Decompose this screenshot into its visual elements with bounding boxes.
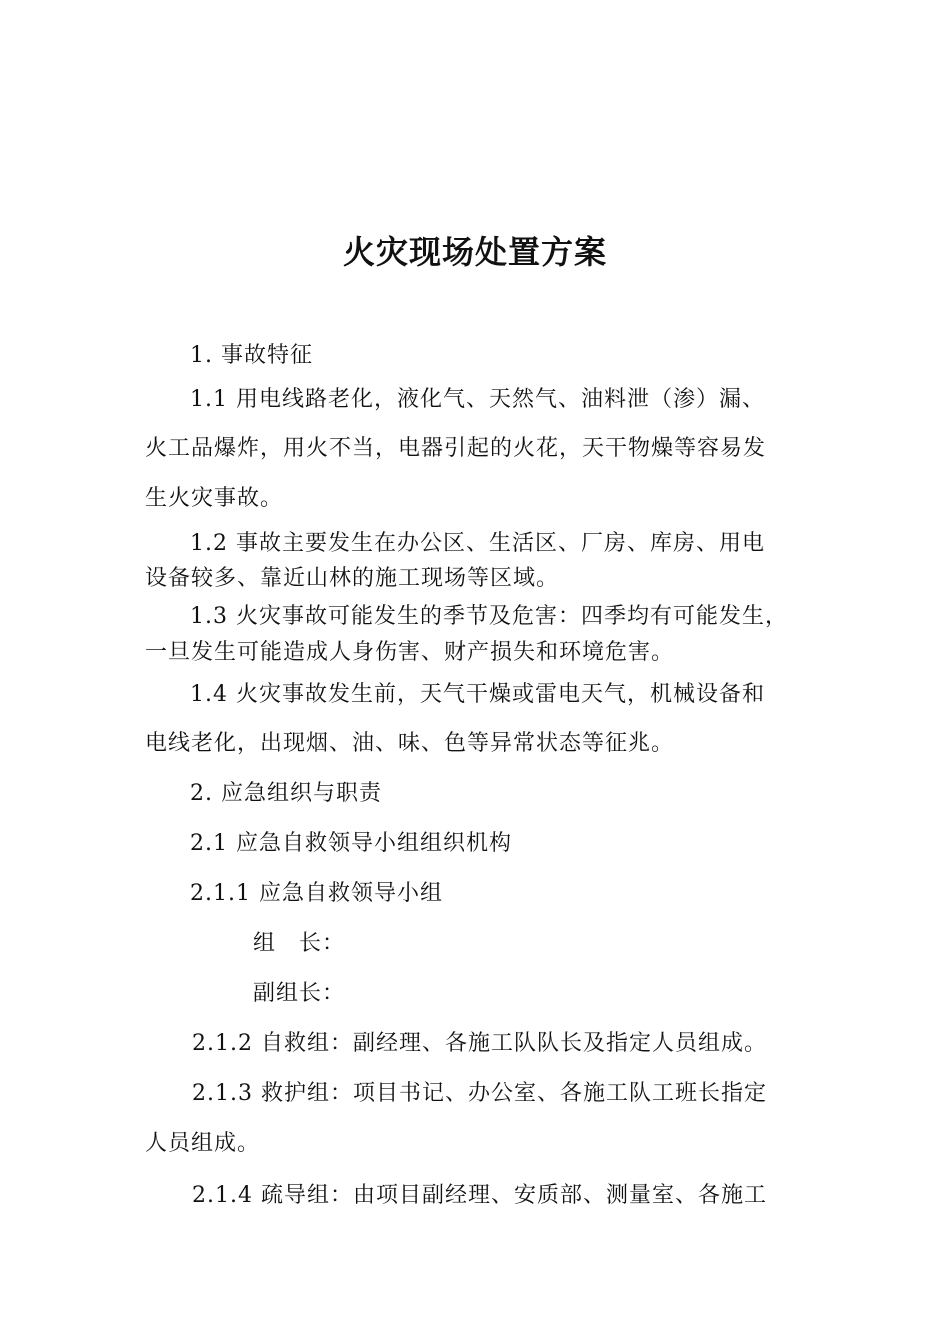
paragraph-line: 火工品爆炸，用火不当，电器引起的火花，天干物燥等容易发 — [145, 436, 767, 461]
paragraph-line: 电线老化，出现烟、油、味、色等异常状态等征兆。 — [145, 731, 675, 756]
deputy-leader-label: 副组长： — [253, 981, 346, 1006]
document-title: 火灾现场处置方案 — [342, 233, 607, 271]
paragraph-line: 1.2 事故主要发生在办公区、生活区、厂房、库房、用电 — [190, 531, 765, 556]
paragraph-line: 1.4 火灾事故发生前，天气干燥或雷电天气，机械设备和 — [190, 682, 765, 707]
paragraph-line: 一旦发生可能造成人身伤害、财产损失和环境危害。 — [145, 640, 675, 665]
section-2-1-heading: 2.1 应急自救领导小组组织机构 — [190, 831, 512, 856]
section-1-heading: 1. 事故特征 — [190, 343, 313, 368]
section-2-1-1-heading: 2.1.1 应急自救领导小组 — [190, 881, 443, 906]
paragraph-line: 设备较多、靠近山林的施工现场等区域。 — [145, 566, 560, 591]
paragraph-line: 生火灾事故。 — [145, 486, 284, 511]
paragraph-line: 1.3 火灾事故可能发生的季节及危害：四季均有可能发生， — [190, 604, 788, 629]
paragraph-line: 人员组成。 — [145, 1131, 261, 1156]
paragraph-line: 2.1.4 疏导组：由项目副经理、安质部、测量室、各施工 — [192, 1183, 767, 1208]
paragraph-line: 2.1.2 自救组：副经理、各施工队队长及指定人员组成。 — [192, 1031, 767, 1056]
paragraph-line: 2.1.3 救护组：项目书记、办公室、各施工队工班长指定 — [192, 1081, 767, 1106]
leader-label: 组 长： — [253, 931, 346, 956]
paragraph-line: 1.1 用电线路老化，液化气、天然气、油料泄（渗）漏、 — [190, 387, 765, 412]
section-2-heading: 2. 应急组织与职责 — [190, 781, 382, 806]
